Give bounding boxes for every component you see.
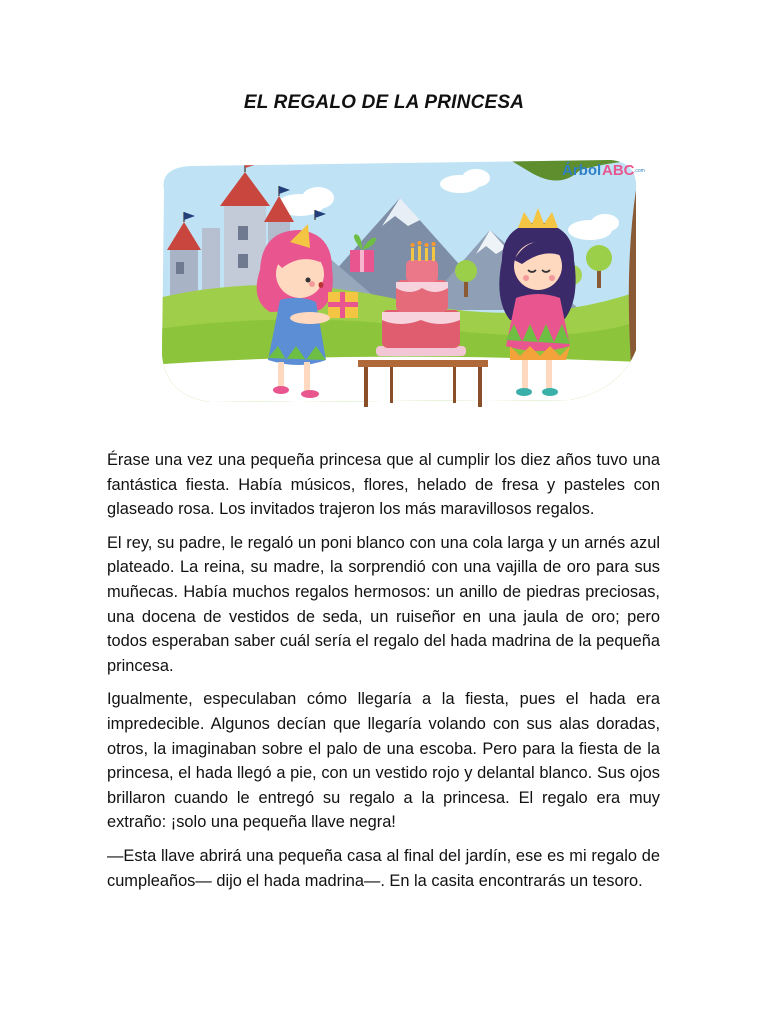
paragraph: Érase una vez una pequeña princesa que al cumplir los diez años tuvo una fantástica fiesta. Había músicos, flores, helado de fresa y pasteles con glaseado rosa. Los invitados trajeron los más maravillosos regalos. xyxy=(107,451,660,519)
story-illustration xyxy=(150,150,645,415)
svg-text:ABC: ABC xyxy=(602,162,635,179)
arbolabc-logo xyxy=(562,162,645,179)
story-title: EL REGALO DE LA PRINCESA xyxy=(243,92,525,113)
story-body xyxy=(107,448,660,902)
svg-text:.com: .com xyxy=(634,168,645,174)
paragraph: El rey, su padre, le regaló un poni blanco con una cola larga y un arnés azul plateado. La reina, su madre, la sorprendió con una vajilla de oro para sus muñecas. Había muchos regalos hermosos: un anillo de piedras preciosas, una docena de vestidos de seda, un ruiseñor en una jaula de oro; pero todos esperaban saber cuál sería el regalo del hada madrina de la pequeña princesa. xyxy=(107,533,660,675)
svg-text:Árbol: Árbol xyxy=(562,162,602,179)
paragraph: Igualmente, especulaban cómo llegaría a la fiesta, pues el hada era impredecible. Algunos decían que llegaría volando con sus alas doradas, otros, la imaginaban sobre el palo de una escoba. Pero para la fiesta de la princesa, el hada llegó a pie, con un vestido rojo y delantal blanco. Sus ojos brillaron cuando le entregó su regalo a la princesa. El regalo era muy extraño: ¡solo una pequeña llave negra! xyxy=(107,690,660,832)
paragraph: —Esta llave abrirá una pequeña casa al final del jardín, ese es mi regalo de cumpleaños— dijo el hada madrina—. En la casita encontrarás un tesoro. xyxy=(107,846,660,890)
